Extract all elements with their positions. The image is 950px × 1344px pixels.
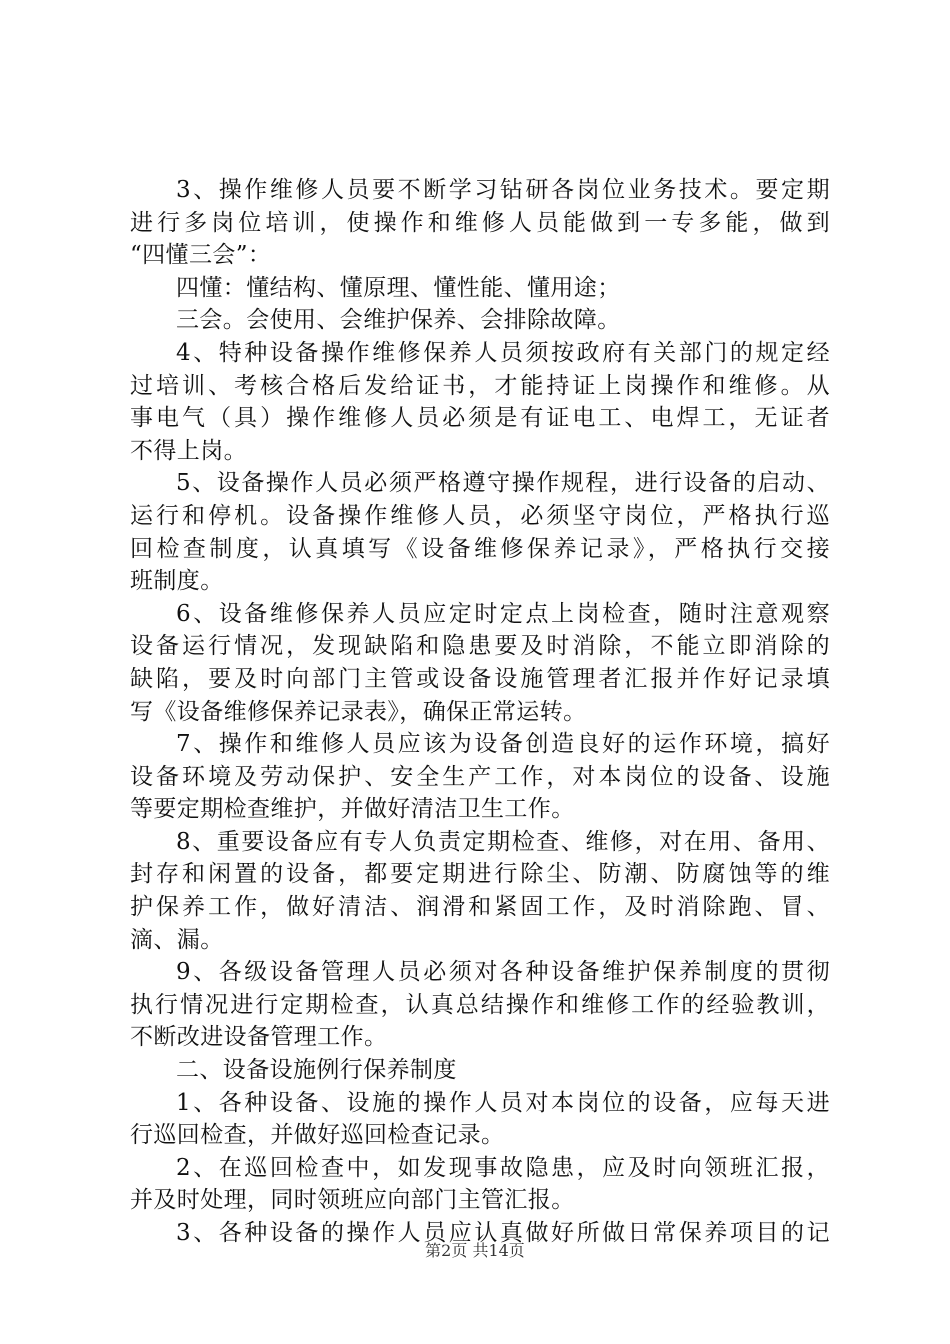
text-line: 3、操作维修人员要不断学习钻研各岗位业务技术。要定期 xyxy=(176,177,830,203)
text-line: 不得上岗。 xyxy=(130,437,247,464)
text-line: 设备运行情况，发现缺陷和隐患要及时消除，不能立即消除的 xyxy=(130,633,830,660)
text-line: 事电气（具）操作维修人员必须是有证电工、电焊工，无证者 xyxy=(130,405,830,432)
text-line: 过培训、考核合格后发给证书，才能持证上岗操作和维修。从 xyxy=(130,372,830,399)
page-footer: 第2页 共14页 xyxy=(425,1241,525,1260)
text-line: 滴、漏。 xyxy=(130,926,224,953)
text-line: 5、设备操作人员必须严格遵守操作规程，进行设备的启动、 xyxy=(176,470,830,497)
text-line: 并及时处理，同时领班应向部门主管汇报。 xyxy=(130,1187,575,1214)
text-line: 四懂：懂结构、懂原理、懂性能、懂用途； xyxy=(176,274,621,301)
text-line: 设备环境及劳动保护、安全生产工作，对本岗位的设备、设施 xyxy=(130,763,830,790)
text-line: 不断改进设备管理工作。 xyxy=(130,1024,388,1051)
text-line: 执行情况进行定期检查，认真总结操作和维修工作的经验教训， xyxy=(130,991,830,1018)
text-line: 缺陷，要及时向部门主管或设备设施管理者汇报并作好记录填 xyxy=(130,665,830,692)
text-line: “四懂三会”： xyxy=(130,242,272,269)
text-line: 7、操作和维修人员应该为设备创造良好的运作环境，搞好 xyxy=(176,731,830,758)
text-line: 9、各级设备管理人员必须对各种设备维护保养制度的贯彻 xyxy=(176,959,830,986)
text-line: 6、设备维修保养人员应定时定点上岗检查，随时注意观察 xyxy=(176,600,830,627)
document-body xyxy=(130,174,830,1250)
text-line: 进行多岗位培训，使操作和维修人员能做到一专多能，做到 xyxy=(130,209,830,236)
text-line: 运行和停机。设备操作维修人员，必须坚守岗位，严格执行巡 xyxy=(130,502,830,529)
text-line: 回检查制度，认真填写《设备维修保养记录》，严格执行交接 xyxy=(130,535,830,562)
text-line: 二、设备设施例行保养制度 xyxy=(176,1057,457,1084)
text-line: 2、在巡回检查中，如发现事故隐患，应及时向领班汇报， xyxy=(176,1154,830,1181)
text-line: 班制度。 xyxy=(130,568,224,595)
text-line: 护保养工作，做好清洁、润滑和紧固工作，及时消除跑、冒、 xyxy=(130,894,830,921)
text-line: 封存和闲置的设备，都要定期进行除尘、防潮、防腐蚀等的维 xyxy=(130,861,830,888)
text-line: 4、特种设备操作维修保养人员须按政府有关部门的规定经 xyxy=(176,339,830,366)
text-line: 行巡回检查，并做好巡回检查记录。 xyxy=(130,1122,505,1149)
text-line: 写《设备维修保养记录表》，确保正常运转。 xyxy=(130,698,587,725)
text-line: 8、重要设备应有专人负责定期检查、维修，对在用、备用、 xyxy=(176,828,830,855)
text-line: 三会。会使用、会维护保养、会排除故障。 xyxy=(176,307,621,334)
text-line: 3、各种设备的操作人员应认真做好所做日常保养项目的记 xyxy=(176,1220,830,1246)
text-line: 等要定期检查维护，并做好清洁卫生工作。 xyxy=(130,796,575,823)
text-line: 1、各种设备、设施的操作人员对本岗位的设备，应每天进 xyxy=(176,1089,830,1116)
